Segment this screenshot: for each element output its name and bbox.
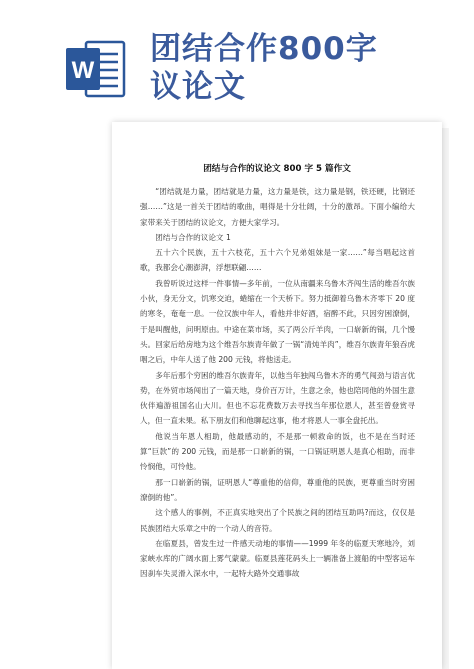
page-title-line2: 议论文	[150, 69, 246, 105]
article-body	[140, 184, 415, 582]
paragraph: 我曾听说过这样一件事情—多年前，一位从南疆来乌鲁木齐闯生活的维吾尔族小伙，身无分文，饥寒交迫，蜷缩在一个天桥下。努力抵御着乌鲁木齐零下 20 度的寒冬，奄奄一息。一位汉族中年人，看他并非好酒，宿醉不此，只因穷困潦倒，于是叫醒他，问明原由。中途在菜市场，买了两公斤羊肉，一口崭新的锅，几个馒头。回家后给房地为这个维吾尔族青年做了一锅“清炖羊肉”，维吾尔族青年狼吞虎咽之后，中年人送了他 200 元钱，将他送走。	[140, 278, 415, 365]
paragraph: “团结就是力量，团结就是力量，这力量是铁，这力量是钢，铁还硬，比钢还强……”这是一首关于团结的歌曲，唱得是十分壮阔，十分的激昂。下面小编给大家带来关于团结的议论文，方便大家学习。	[140, 187, 415, 227]
page-title	[150, 30, 450, 106]
paragraph: 多年后那个穷困的维吾尔族青年，以他当年独闯乌鲁木齐的勇气闯劲与语言优势，在外贸市场闯出了一篇天地，身价百万计，生意之余，他也陪同他的外国生意伙伴遍游祖国名山大川。但也不忘花费数万去寻找当年那位恩人，甚至曾登赏寻人，但一直未果。私下朋友们和他聊起这事，他才将恩人一事全盘托出。	[140, 370, 415, 426]
document-header	[0, 0, 474, 140]
word-logo-letter: W	[71, 57, 95, 84]
page-title-line1: 团结合作800字	[150, 31, 378, 67]
word-logo-icon	[64, 38, 126, 100]
paragraph: 这个感人的事例，不正真实地突出了个民族之间的团结互助吗?而这，仅仅是民族团结大乐章之中的一个动人的音符。	[140, 508, 415, 533]
paragraph: 他说当年恩人相助，他最感动的，不是那一顿救命的饭，也不是在当时还算“巨款”的 200 元钱，而是那一口崭新的锅，一口锅证明恩人是真心相助，而非怜悯他，可怜他。	[140, 431, 415, 472]
paragraph: 在临夏县，曾发生过一件感天动地的事情——1999 年冬的临夏天寒地冷，刘家峡水库的广阔水面上雾气蒙蒙。临夏县莲花码头上一辆准备上渡船的中型客运车因刹车失灵滑入深水中，一起特大路外交通事故	[140, 538, 415, 579]
section-heading: 团结与合作的议论文 1	[155, 232, 231, 242]
paragraph: 那一口崭新的锅，证明恩人“尊重他的信仰，尊重他的民族，更尊重当时穷困潦倒的他”。	[140, 477, 415, 502]
document-sheet	[112, 122, 442, 669]
article-title: 团结与合作的议论文 800 字 5 篇作文	[203, 164, 351, 174]
paragraph: 五十六个民族，五十六枝花，五十六个兄弟姐妹是一家……”每当唱起这首歌，我都会心潮澎湃，浮想联翩……	[140, 248, 415, 273]
